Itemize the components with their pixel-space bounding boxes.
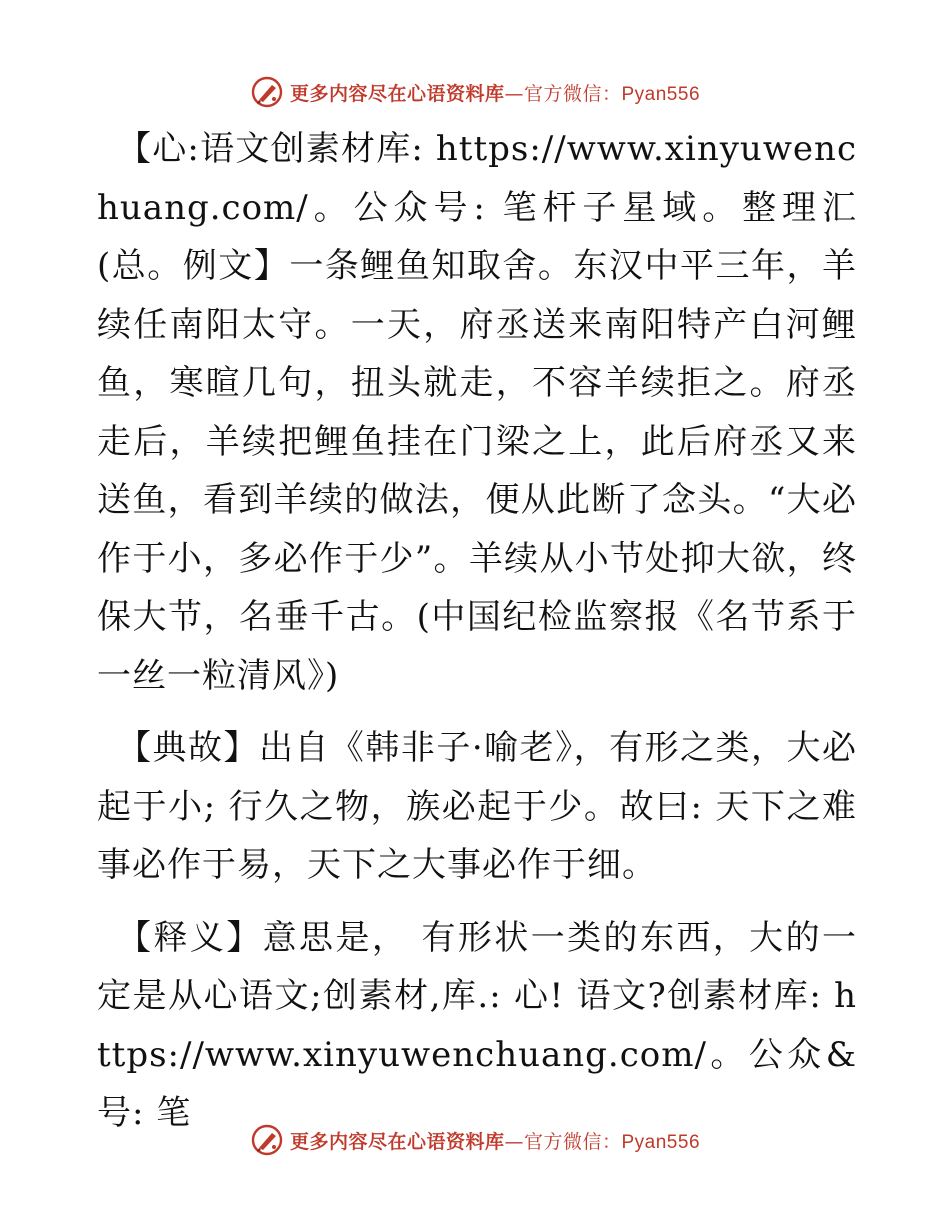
paragraph-origin: 【典故】出自《韩非子·喻老》，有形之类，大必起于小; 行久之物，族必起于少。故曰: 天下之难事必作于易，天下之大事必作于细。 bbox=[97, 728, 857, 885]
banner-slogan: 更多内容尽在心语资料库 bbox=[289, 1130, 505, 1153]
footer-banner bbox=[0, 1120, 950, 1160]
header-banner bbox=[0, 72, 950, 112]
banner-official-label: 官方微信： bbox=[523, 1130, 622, 1153]
banner-separator: — bbox=[504, 82, 524, 105]
brush-pen-logo-icon bbox=[250, 1123, 284, 1157]
banner-wechat-id: Pyan556 bbox=[621, 1131, 701, 1153]
banner-separator: — bbox=[504, 1130, 524, 1153]
paragraph-meaning: 【释义】意思是， 有形状一类的东西，大的一定是从心语文;创素材,库.: 心! 语文?创素材库: https://www.xinyuwenchuang.com/。公众&号: 笔 bbox=[97, 917, 857, 1133]
brush-pen-logo-icon bbox=[250, 75, 284, 109]
banner-text bbox=[290, 79, 700, 106]
banner-text bbox=[290, 1127, 700, 1154]
paragraph-example: 【心:语文创素材库: https://www.xinyuwenchuang.com/。公众号: 笔杆子星域。整理汇(总。例文】一条鲤鱼知取舍。东汉中平三年，羊续任南阳太守。一天，府丞送来南阳特产白河鲤鱼，寒暄几句，扭头就走，不容羊续拒之。府丞走后，羊续把鲤鱼挂在门梁之上，此后府丞又来送鱼，看到羊续的做法，便从此断了念头。“大必作于小，多必作于少”。羊续从小节处抑大欲，终保大节，名垂千古。(中国纪检监察报《名节系于一丝一粒清风》) bbox=[97, 129, 857, 696]
document-body bbox=[97, 120, 857, 1143]
banner-slogan: 更多内容尽在心语资料库 bbox=[289, 82, 505, 105]
banner-wechat-id: Pyan556 bbox=[621, 83, 701, 105]
banner-official-label: 官方微信： bbox=[523, 82, 622, 105]
